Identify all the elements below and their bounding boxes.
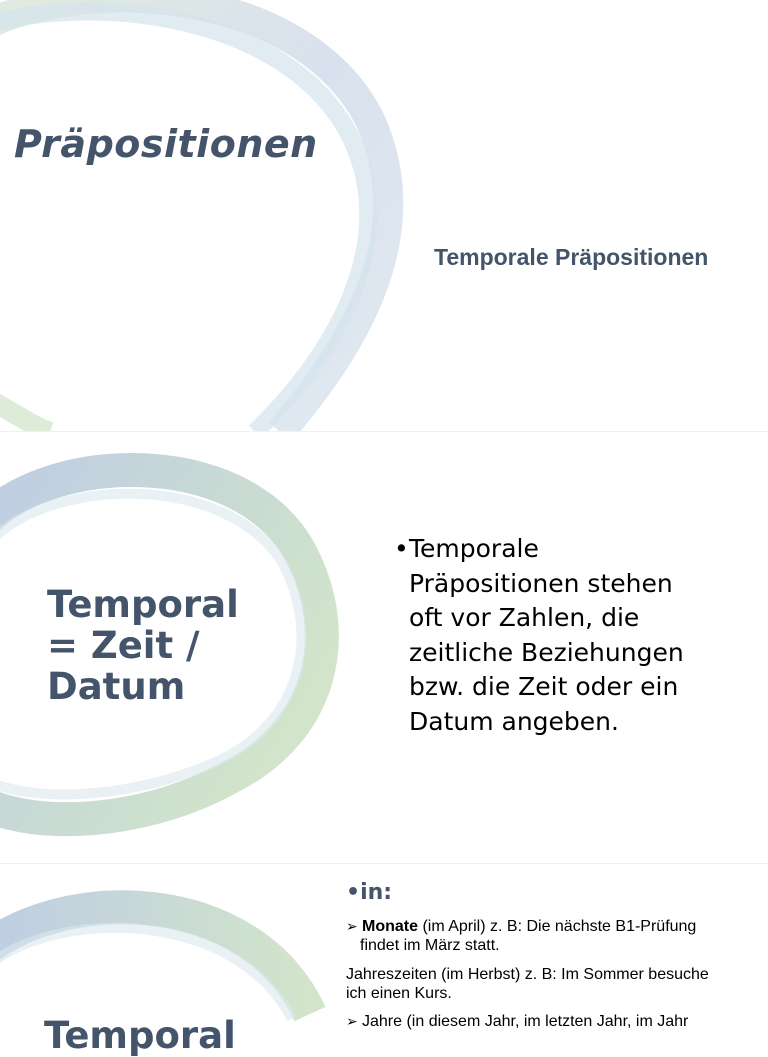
decorative-ring-graphic [0,0,768,432]
slide-title: Präpositionen [14,122,318,166]
slide-title: Temporal = Zeit / Datum [47,583,239,708]
section-heading: •in: [346,880,393,905]
slide-3 [0,864,768,1057]
list-item: ➢ Monate (im April) z. B: Die nächste B1-Prüfung findet im März statt. [346,918,697,954]
slide-subtitle: Temporale Präpositionen [434,244,709,270]
bullet-text: Temporale Präpositionen stehen oft vor Zahlen, die zeitliche Beziehungen bzw. die Zeit oder ein Datum angeben. [409,534,684,736]
arrow-bullet-icon: ➢ [346,1013,358,1029]
slide-1 [0,0,768,432]
bullet-marker: • [394,534,409,563]
list-item: ➢ Jahre (in diesem Jahr, im letzten Jahr, im Jahr [346,1013,689,1030]
arrow-bullet-icon: ➢ [346,918,358,934]
list-item: Jahreszeiten (im Herbst) z. B: Im Sommer besuche ich einen Kurs. [346,966,709,1002]
slide-body-text [394,532,714,739]
slide-title: Temporal [44,1014,236,1057]
slide-2 [0,432,768,864]
